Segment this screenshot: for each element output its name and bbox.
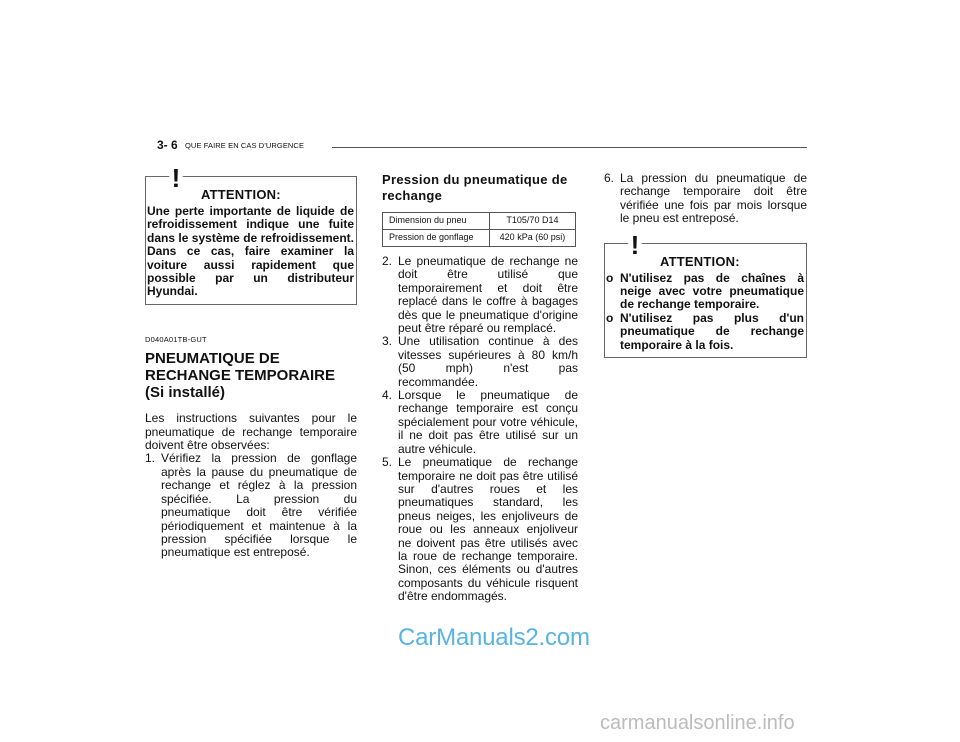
list-item: o N'utilisez pas de chaînes à neige avec votre pneumatique de rechange temporaire. bbox=[606, 270, 804, 312]
watermark-carmanuals: CarManuals2.com bbox=[398, 624, 590, 651]
list-item: 1. Vérifiez la pression de gonflage après la pause du pneumatique de rechange et réglez à la pression spécifiée. La pression du pneumatique doit être vérifiée périodiquement et maintenue à la pression spécifiée lorsque le pneumatique est entreposé. bbox=[145, 451, 357, 560]
list-item: o N'utilisez pas plus d'un pneumatique de rechange temporaire à la fois. bbox=[606, 310, 804, 352]
list-item: 6. La pression du pneumatique de rechange temporaire doit être vérifiée une fois par mois lorsque le pneu est entreposé. bbox=[604, 171, 807, 226]
table-cell-value: T105/70 D14 bbox=[489, 213, 575, 230]
page-header bbox=[157, 140, 807, 154]
section-title: QUE FAIRE EN CAS D'URGENCE bbox=[185, 141, 305, 150]
instruction-list bbox=[604, 172, 807, 226]
list-item: 2. Le pneumatique de rechange ne doit être utilisé que temporairement et doit être replacé dans le coffre à bagages dès que le pneumatique d'origine peut être réparé ou remplacé. bbox=[382, 254, 578, 336]
footer-watermark: carmanualsonline.info bbox=[600, 712, 795, 734]
table-cell-value: 420 kPa (60 psi) bbox=[489, 230, 575, 247]
warning-triangle-icon: ! bbox=[161, 163, 191, 193]
warning-triangle-icon: ! bbox=[620, 230, 650, 260]
pressure-heading: Pression du pneumatique de rechange bbox=[382, 172, 568, 203]
instruction-list bbox=[382, 255, 578, 604]
list-item: 5. Le pneumatique de rechange temporaire ne doit pas être utilisé sur d'autres roues et les pneumatiques standard, les pneus neiges, les enjoliveurs de roue ou les anneaux enjoliveur ne doivent pas être utilisés avec la roue de rechange temporaire. Sinon, ces éléments ou d'autres composants du véhicule risquent d'être endommagés. bbox=[382, 455, 578, 604]
warning-body: Une perte importante de liquide de refroidissement indique une fuite dans le système de refroidissement. Dans ce cas, faire examiner la voiture aussi rapidement que possible par un distributeur Hyundai. bbox=[147, 204, 354, 299]
warning-body bbox=[605, 272, 806, 352]
warning-title: ATTENTION: bbox=[201, 187, 281, 202]
warning-title: ATTENTION: bbox=[660, 253, 740, 269]
table-row bbox=[383, 213, 576, 230]
table-row bbox=[383, 230, 576, 247]
list-item: 4. Lorsque le pneumatique de rechange temporaire est conçu spécialement pour votre véhicule, il ne doit pas être utilisé sur un autre véhicule. bbox=[382, 388, 578, 456]
warning-box-spare-tire bbox=[604, 229, 807, 358]
column-right bbox=[604, 172, 807, 358]
header-rule bbox=[332, 147, 807, 148]
intro-paragraph: Les instructions suivantes pour le pneumatique de rechange temporaire doivent être observées: bbox=[145, 411, 357, 453]
column-left bbox=[145, 163, 357, 560]
section-heading: PNEUMATIQUE DE RECHANGE TEMPORAIRE (Si installé) bbox=[145, 350, 336, 402]
section-code: D040A01TB-GUT bbox=[145, 334, 207, 344]
list-item: 3. Une utilisation continue à des vitesses supérieures à 80 km/h (50 mph) n'est pas recommandée. bbox=[382, 334, 578, 389]
table-cell-label: Dimension du pneu bbox=[383, 213, 490, 230]
page-number: 3- 6 bbox=[157, 138, 178, 152]
column-middle bbox=[382, 172, 578, 604]
instruction-list bbox=[145, 452, 357, 559]
table-cell-label: Pression de gonflage bbox=[383, 230, 490, 247]
warning-box-coolant bbox=[145, 163, 357, 305]
tire-spec-table bbox=[382, 212, 576, 247]
